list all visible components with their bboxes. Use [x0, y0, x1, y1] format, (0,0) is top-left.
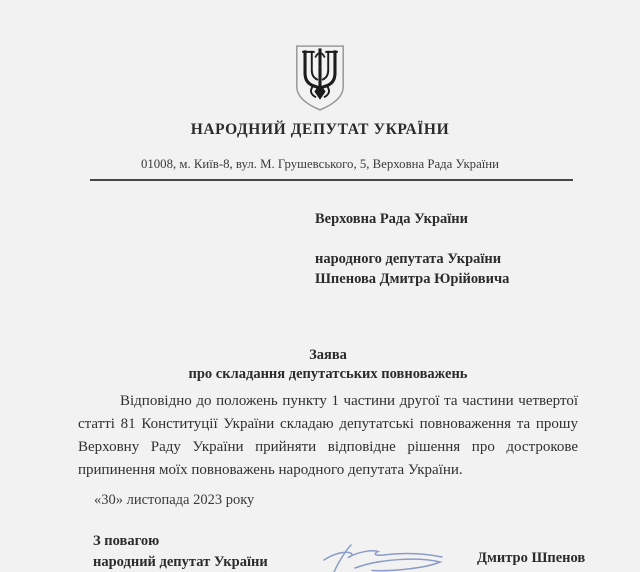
subject-block [78, 346, 578, 384]
handwritten-signature [322, 543, 477, 572]
recipient-from-name: Шпенова Дмитра Юрійовича [315, 271, 510, 287]
letterhead-title: НАРОДНИЙ ДЕПУТАТ УКРАЇНИ [190, 121, 450, 138]
closing-position: народний депутат України [93, 554, 268, 570]
closing-block [93, 531, 268, 572]
date-line: «30» листопада 2023 року [94, 492, 255, 508]
letterhead-emblem [0, 44, 640, 117]
recipient-spacer [315, 229, 509, 249]
ukraine-trident-emblem-icon [291, 44, 349, 117]
letterhead-address: 01008, м. Київ-8, вул. М. Грушевського, 5, Верховна Рада України [140, 157, 500, 171]
body-paragraph: Відповідно до положень пункту 1 частини другої та частини четвертої статті 81 Конституції України складаю депутатські повноваження та прошу Верховну Раду України прийняти відповідне рішення про дострокове припинення моїх повноважень народного депутата України. [78, 393, 578, 478]
subject-subtitle: про складання депутатських повноважень [188, 366, 468, 382]
closing-salutation: З повагою [93, 533, 160, 549]
recipient-organization: Верховна Рада України [315, 211, 468, 227]
signer-name: Дмитро Шпенов [477, 550, 586, 566]
letterhead-divider [90, 179, 573, 181]
recipient-block [315, 209, 509, 289]
subject-title: Заява [309, 347, 347, 363]
recipient-from-role: народного депутата України [315, 251, 502, 267]
